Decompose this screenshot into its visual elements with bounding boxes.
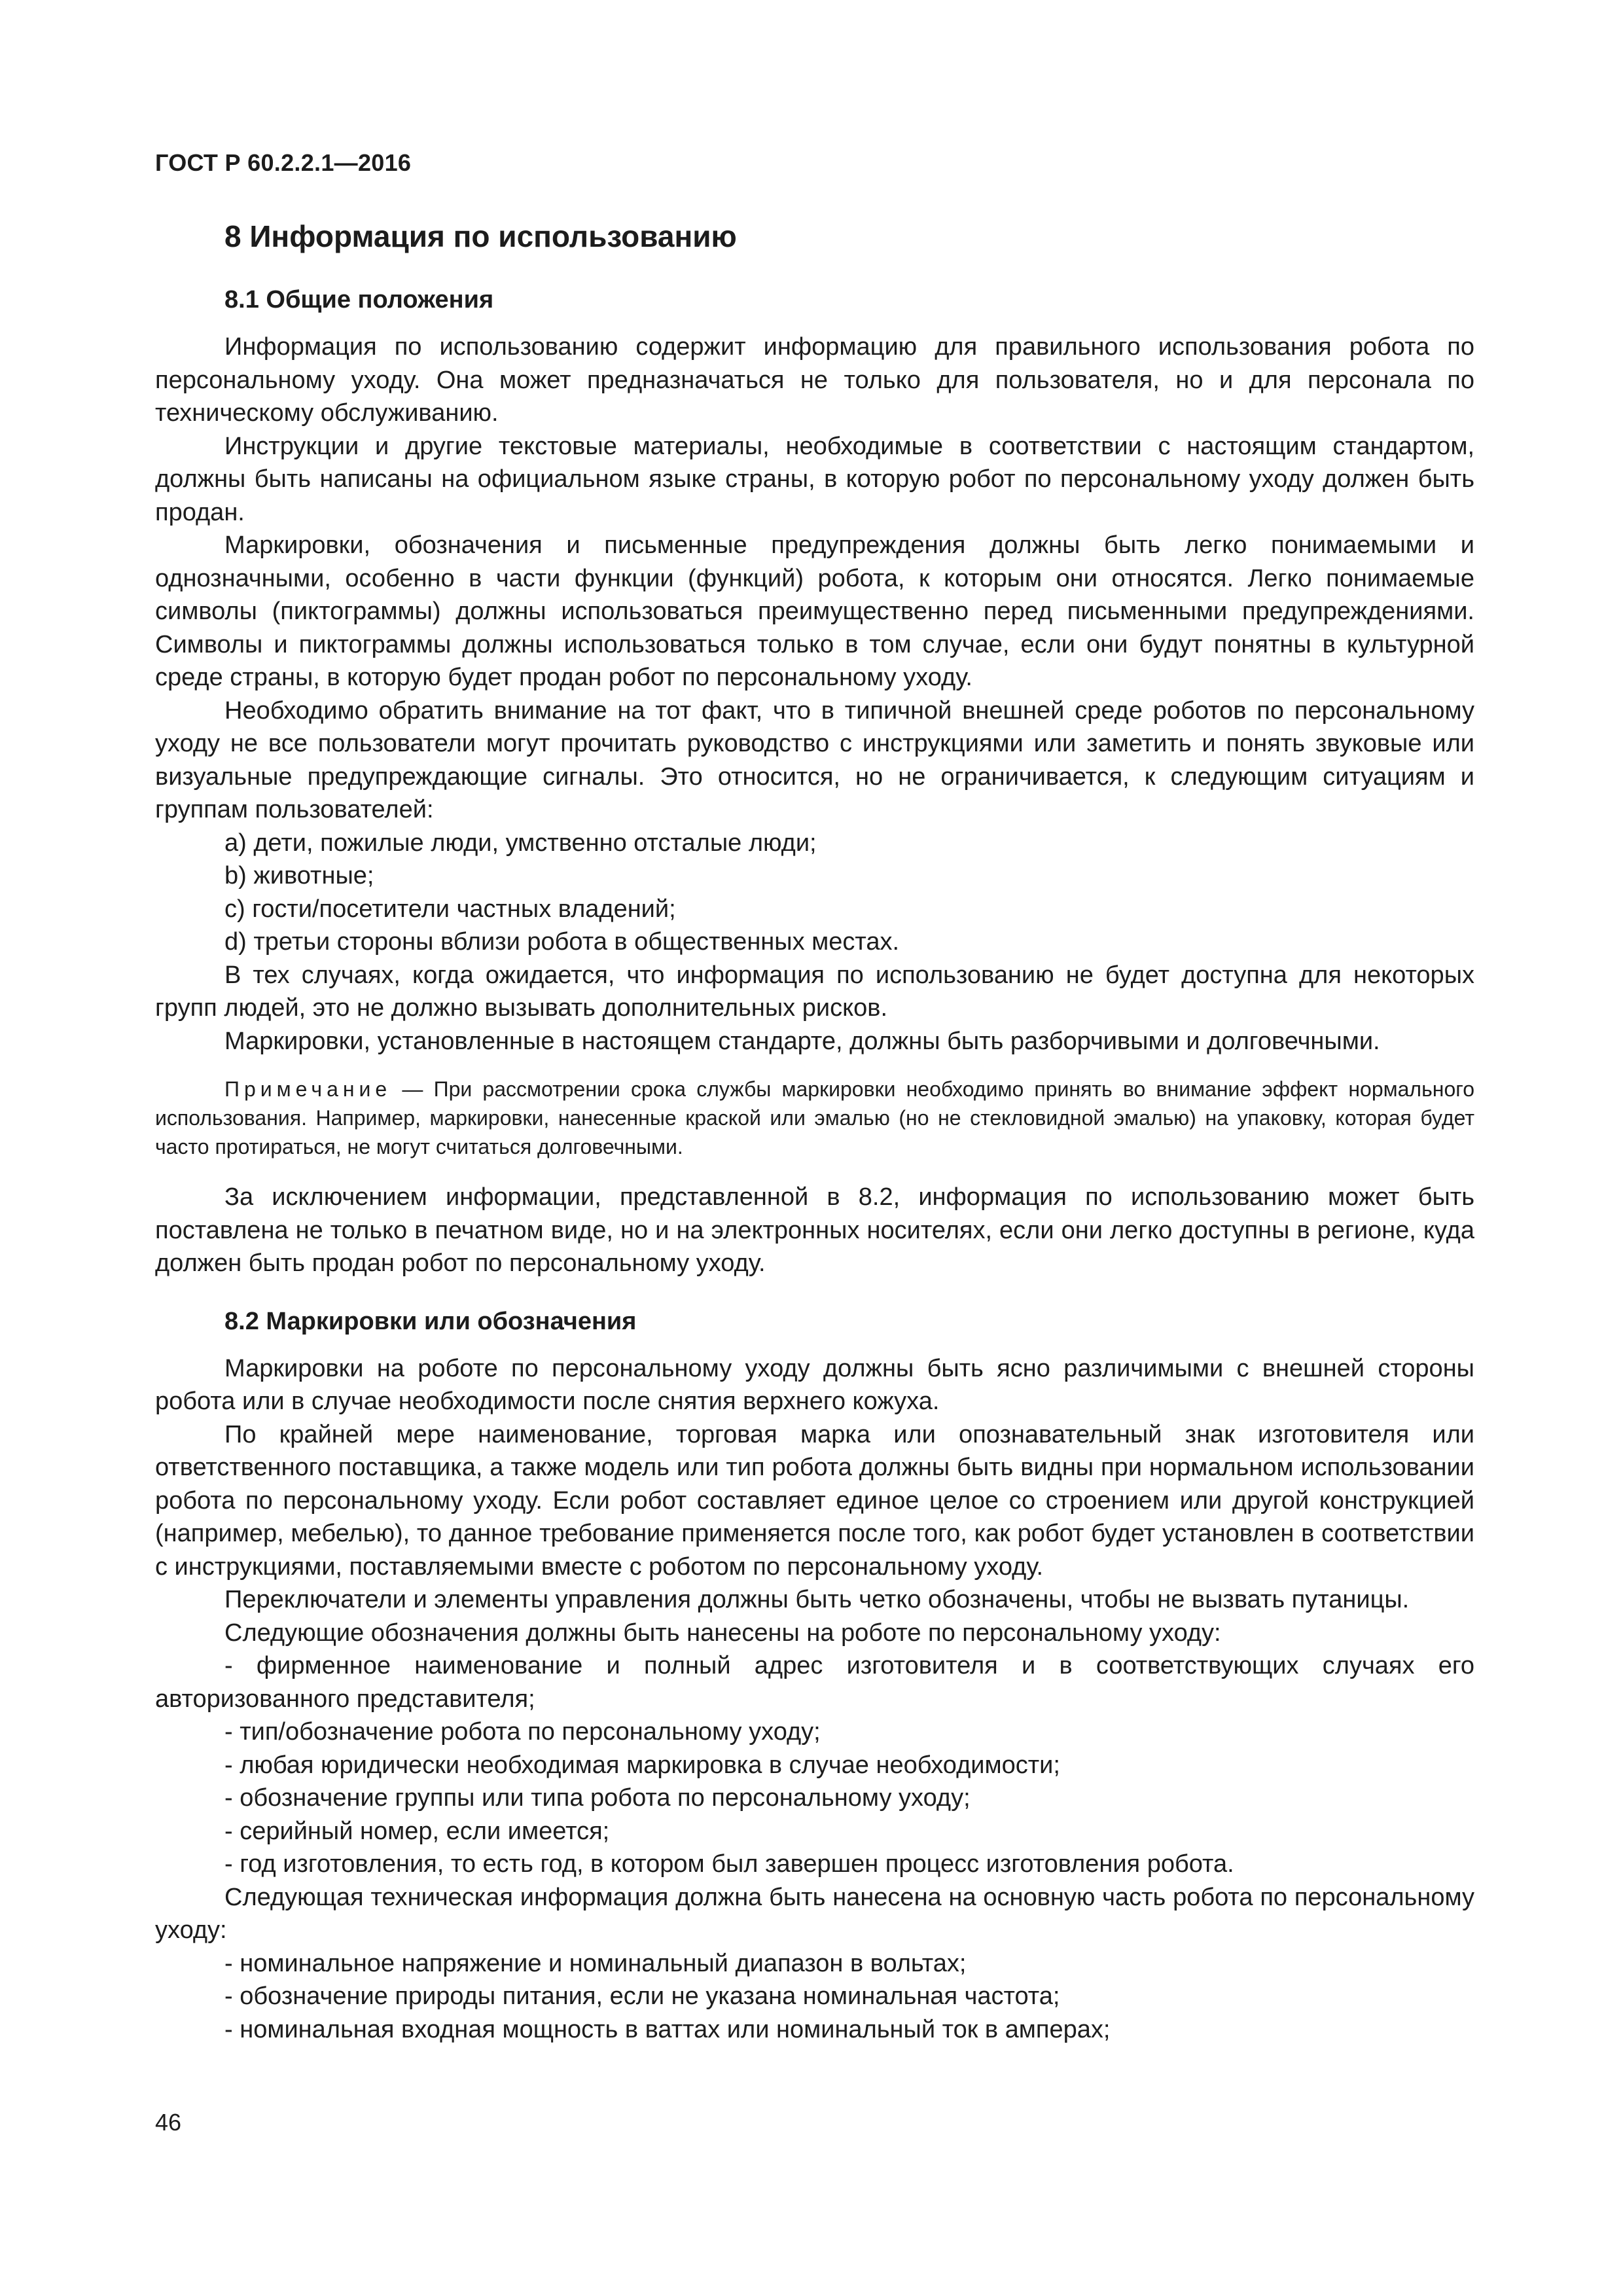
paragraph: Необходимо обратить внимание на тот факт, что в типичной внешней среде роботов по персональному уходу не все пользователи могут прочитать руководство с инструкциями или заметить и понять звуковые или визуальные предупреждающие сигналы. Это относится, но не ограничивается, к следующим ситуациям и группам пользователей: — [155, 696, 1474, 823]
paragraph: Маркировки, обозначения и письменные предупреждения должны быть легко понимаемыми и однозначными, особенно в части функции (функций) робота, к которым они относятся. Легко понимаемые символы (пиктограммы) должны использоваться преимущественно перед письменными предупреждениями. Символы и пиктограммы должны использоваться только в том случае, если они будут понятны в культурной среде страны, в которую будет продан робот по персональному уходу. — [155, 531, 1474, 691]
paragraph: По крайней мере наименование, торговая марка или опознавательный знак изготовителя или ответственного поставщика, а также модель или тип робота должны быть видны при нормальном использовании робота по персональному уходу. Если робот составляет единое целое со строением или другой конструкцией (например, мебелью), то данное требование применяется после того, как робот будет установлен в соответствии с инструкциями, поставляемыми вместе с роботом по персональному уходу. — [155, 1420, 1474, 1581]
paragraph: Следующие обозначения должны быть нанесены на роботе по персональному уходу: — [224, 1619, 1221, 1647]
subsection-title-general: 8.1 Общие положения — [224, 286, 494, 314]
note-text: — При рассмотрении срока службы маркировки необходимо принять во внимание эффект нормального использования. Например, маркировки, нанесенные краской или эмалью (но не стекловидной эмалью) на упаковку, которая будет часто протираться, не могут считаться долговечными. — [155, 1077, 1474, 1158]
list-item: - обозначение природы питания, если не указана номинальная частота; — [224, 1982, 1060, 2010]
subsection-title-markings: 8.2 Маркировки или обозначения — [224, 1307, 637, 1335]
paragraph: В тех случаях, когда ожидается, что информация по использованию не будет доступна для некоторых групп людей, это не должно вызывать дополнительных рисков. — [155, 961, 1474, 1022]
paragraph: За исключением информации, представленной в 8.2, информация по использованию может быть поставлена не только в печатном виде, но и на электронных носителях, если они легко доступны в регионе, куда должен быть продан робот по персональному уходу. — [155, 1183, 1474, 1277]
list-item: - год изготовления, то есть год, в котором был завершен процесс изготовления робота. — [224, 1850, 1234, 1878]
paragraph: Информация по использованию содержит информацию для правильного использования робота по персональному уходу. Она может предназначаться не только для пользователя, но и для персонала по техническому обслуживанию. — [155, 333, 1474, 427]
list-item: - обозначение группы или типа робота по персональному уходу; — [224, 1784, 971, 1812]
list-item: - номинальное напряжение и номинальный диапазон в вольтах; — [224, 1949, 967, 1977]
list-item: d) третьи стороны вблизи робота в общественных местах. — [224, 928, 900, 956]
list-item: - серийный номер, если имеется; — [224, 1817, 610, 1845]
note — [155, 1075, 1474, 1161]
paragraph: Маркировки на роботе по персональному уходу должны быть ясно различимыми с внешней стороны робота или в случае необходимости после снятия верхнего кожуха. — [155, 1354, 1474, 1415]
list-item: - тип/обозначение робота по персональному уходу; — [224, 1718, 821, 1746]
list-item: - номинальная входная мощность в ваттах или номинальный ток в амперах; — [224, 2015, 1111, 2043]
list-item: a) дети, пожилые люди, умственно отсталые люди; — [224, 829, 817, 857]
document-code-header: ГОСТ Р 60.2.2.1—2016 — [155, 149, 412, 176]
paragraph: Инструкции и другие текстовые материалы, необходимые в соответствии с настоящим стандартом, должны быть написаны на официальном языке страны, в которую робот по персональному уходу должен быть продан. — [155, 432, 1474, 526]
paragraph: Переключатели и элементы управления должны быть четко обозначены, чтобы не вызвать путаницы. — [224, 1586, 1410, 1613]
paragraph: Маркировки, установленные в настоящем стандарте, должны быть разборчивыми и долговечными. — [224, 1027, 1380, 1055]
page-content — [155, 218, 1474, 2046]
list-item: b) животные; — [224, 862, 374, 889]
page-number: 46 — [155, 2109, 182, 2136]
section-title: 8 Информация по использованию — [224, 219, 737, 253]
list-item: c) гости/посетители частных владений; — [224, 895, 676, 923]
note-label: Примечание — [224, 1077, 392, 1101]
paragraph: Следующая техническая информация должна быть нанесена на основную часть робота по персональному уходу: — [155, 1883, 1474, 1944]
list-item: - любая юридически необходимая маркировка в случае необходимости; — [224, 1751, 1060, 1779]
list-item: - фирменное наименование и полный адрес изготовителя и в соответствующих случаях его авторизованного представителя; — [155, 1652, 1474, 1713]
